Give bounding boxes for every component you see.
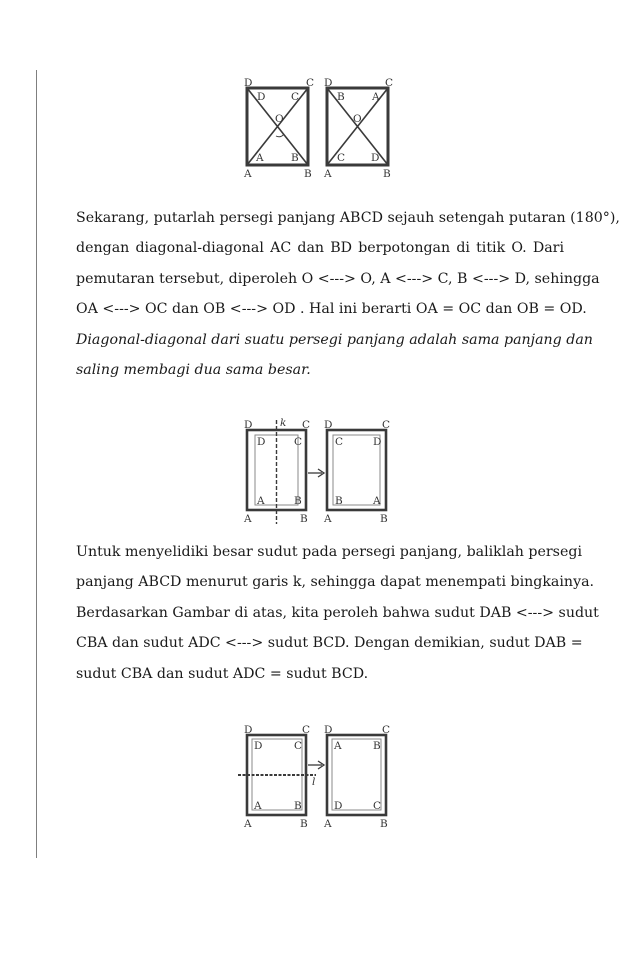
- center-label: O: [353, 113, 362, 125]
- inner-label: B: [373, 740, 381, 752]
- vertex-label: A: [244, 513, 252, 525]
- figure-rotation: [236, 76, 406, 180]
- center-label: O: [275, 113, 284, 125]
- text-line: Berdasarkan Gambar di atas, kita peroleh bahwa sudut DAB <---> sudut: [76, 604, 599, 621]
- text-line: OA <---> OC dan OB <---> OD . Hal ini berarti OA = OC dan OB = OD.: [76, 301, 587, 318]
- text-line: Sekarang, putarlah persegi panjang ABCD sejauh setengah putaran (180°),: [76, 210, 620, 226]
- text-line: Untuk menyelidiki besar sudut pada persegi panjang, baliklah persegi: [76, 544, 582, 560]
- rectangle-left: [243, 417, 310, 525]
- vertex-label: B: [380, 513, 388, 525]
- inner-label: C: [335, 436, 344, 448]
- inner-label: A: [257, 495, 265, 507]
- inner-label: C: [291, 91, 300, 103]
- vertex-label: A: [244, 168, 252, 180]
- paragraph-rotation: [76, 203, 620, 385]
- inner-label: B: [335, 495, 343, 507]
- inner-label: D: [373, 436, 382, 448]
- vertex-label: B: [300, 818, 308, 830]
- vertex-label: B: [380, 818, 388, 830]
- rectangle-left: [238, 724, 316, 830]
- paragraph-reflection: [76, 537, 599, 689]
- inner-label: B: [294, 495, 302, 507]
- vertex-label: D: [244, 419, 253, 431]
- inner-label: C: [373, 800, 382, 812]
- inner-label: D: [257, 436, 266, 448]
- text-line: sudut CBA dan sudut ADC = sudut BCD.: [76, 665, 369, 682]
- inner-label: B: [294, 800, 302, 812]
- vertex-label: B: [383, 168, 391, 180]
- vertex-label: C: [302, 419, 311, 431]
- rectangle-right: [323, 419, 390, 525]
- axis-label: k: [280, 417, 287, 429]
- inner-label: A: [254, 800, 262, 812]
- vertex-label: D: [324, 419, 333, 431]
- vertex-label: C: [302, 724, 311, 736]
- rectangle-right: [323, 77, 393, 180]
- vertex-label: D: [324, 724, 333, 736]
- inner-label: B: [291, 152, 299, 164]
- figure-vertical-flip: [236, 416, 406, 528]
- inner-label: C: [294, 436, 303, 448]
- text-line: CBA dan sudut ADC <---> sudut BCD. Dengan demikian, sudut DAB =: [76, 635, 583, 652]
- vertex-label: A: [244, 818, 252, 830]
- inner-label: C: [294, 740, 303, 752]
- axis-label: l: [312, 776, 316, 788]
- vertex-label: D: [244, 724, 253, 736]
- inner-label: A: [334, 740, 342, 752]
- vertex-label: D: [244, 77, 253, 89]
- vertex-label: A: [324, 818, 332, 830]
- vertex-label: C: [385, 77, 394, 89]
- inner-label: D: [371, 152, 380, 164]
- arrow-icon: [308, 761, 324, 769]
- inner-label: C: [337, 152, 346, 164]
- inner-label: B: [337, 91, 345, 103]
- vertex-label: C: [382, 419, 391, 431]
- inner-label: D: [334, 800, 343, 812]
- rectangle-left: [243, 77, 314, 180]
- margin-line: [36, 70, 37, 858]
- vertex-label: C: [306, 77, 315, 89]
- inner-label: A: [372, 91, 380, 103]
- vertex-label: A: [324, 513, 332, 525]
- vertex-label: C: [382, 724, 391, 736]
- vertex-label: A: [324, 168, 332, 180]
- inner-label: D: [257, 91, 266, 103]
- vertex-label: B: [300, 513, 308, 525]
- vertex-label: D: [324, 77, 333, 89]
- arrow-icon: [308, 469, 324, 477]
- inner-label: D: [254, 740, 263, 752]
- text-line: dengan diagonal-diagonal AC dan BD berpotongan di titik O. Dari: [76, 240, 564, 257]
- text-line: pemutaran tersebut, diperoleh O <---> O, A <---> C, B <---> D, sehingga: [76, 270, 600, 287]
- text-line: panjang ABCD menurut garis k, sehingga dapat menempati bingkainya.: [76, 574, 595, 591]
- emphasis-line: saling membagi dua sama besar.: [76, 362, 311, 379]
- figure-horizontal-flip: [236, 722, 406, 830]
- rectangle-right: [323, 724, 390, 830]
- vertex-label: B: [304, 168, 312, 180]
- inner-label: A: [373, 495, 381, 507]
- emphasis-line: Diagonal-diagonal dari suatu persegi panjang adalah sama panjang dan: [76, 331, 593, 348]
- inner-label: A: [256, 152, 264, 164]
